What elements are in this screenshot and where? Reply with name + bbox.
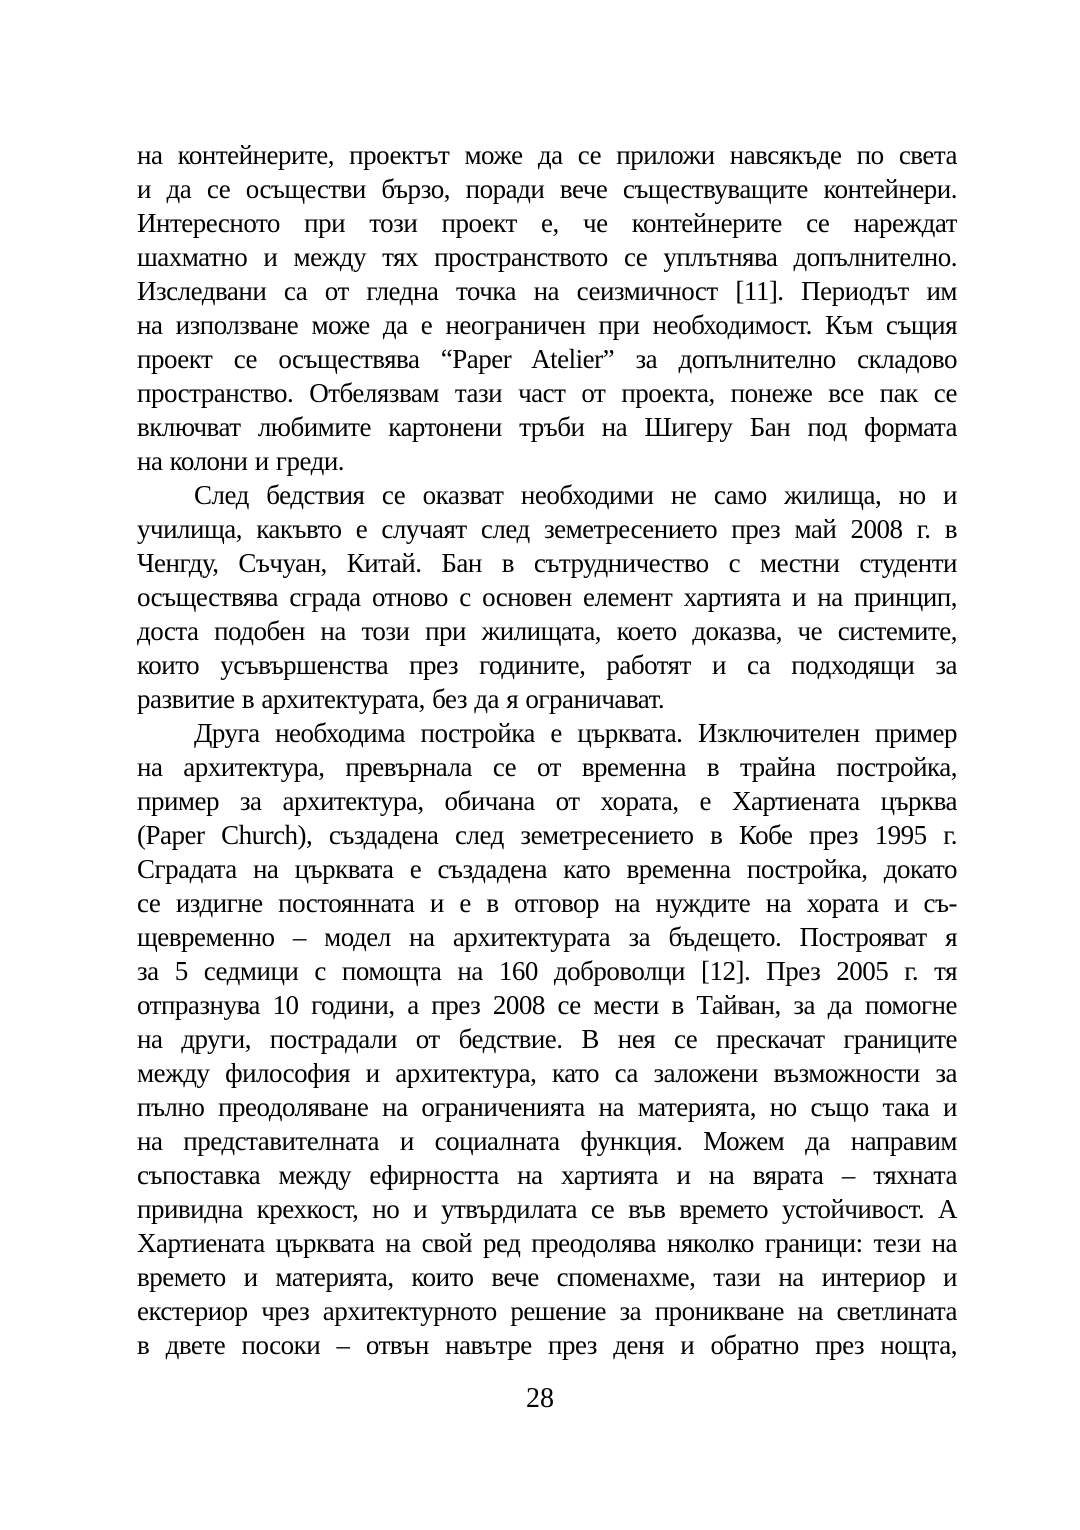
text-line: шахматно и между тях пространството се уплътнява допълнително. [137,242,957,272]
text-line: училища, какъвто е случаят след земетресението през май 2008 г. в [137,514,957,544]
text-line: пример за архитектура, обичана от хората, е Хартиената църква [137,786,957,816]
text-line: (Paper Church), създадена след земетресението в Кобе през 1995 г. [137,820,957,850]
text-line: Сградата на църквата е създадена като временна постройка, докато [137,854,957,884]
text-block [137,138,957,1362]
text-line: Друга необходима постройка е църквата. Изключителен пример [194,718,957,748]
text-line: екстериор чрез архитектурното решение за проникване на светлината [137,1296,957,1326]
text-line: на други, пострадали от бедствие. В нея се прескачат границите [137,1024,957,1054]
text-line: След бедствия се оказват необходими не само жилища, но и [194,480,957,510]
paragraph [137,138,957,478]
paragraph [137,716,957,1362]
page-number: 28 [526,1383,554,1414]
text-line: проект се осъществява “Paper Atelier” за допълнително складово [137,344,957,374]
text-line: Интересното при този проект е, че контейнерите се нареждат [137,208,957,238]
text-line: развитие в архитектурата, без да я ограничават. [137,684,665,714]
text-line: осъществява сграда отново с основен елемент хартията и на принцип, [137,582,957,612]
text-line: за 5 седмици с помощта на 160 доброволци [12]. През 2005 г. тя [137,956,957,986]
text-line: на колони и греди. [137,446,345,476]
text-line: привидна крехкост, но и утвърдилата се във времето устойчивост. А [137,1194,957,1224]
text-line: доста подобен на този при жилищата, което доказва, че системите, [137,616,957,646]
text-line: щевременно – модел на архитектурата за бъдещето. Построяват я [137,922,957,952]
text-line: съпоставка между ефирността на хартията и на вярата – тяхната [137,1160,957,1190]
text-line: на използване може да е неограничен при необходимост. Към същия [137,310,957,340]
text-line: Изследвани са от гледна точка на сеизмичност [11]. Периодът им [137,276,957,306]
text-line: пълно преодоляване на ограниченията на материята, но също така и [137,1092,957,1122]
text-line: на представителната и социалната функция. Можем да направим [137,1126,957,1156]
text-line: времето и материята, които вече споменахме, тази на интериор и [137,1262,957,1292]
text-line: се издигне постоянната и е в отговор на нуждите на хората и съ- [137,888,957,918]
paragraph [137,478,957,716]
text-line: между философия и архитектура, като са заложени възможности за [137,1058,957,1088]
text-line: на контейнерите, проектът може да се приложи навсякъде по света [137,140,957,170]
text-line: в двете посоки – отвън навътре през деня и обратно през нощта, [137,1330,957,1360]
text-line: Ченгду, Съчуан, Китай. Бан в сътрудничество с местни студенти [137,548,957,578]
text-line: които усъвършенства през годините, работят и са подходящи за [137,650,957,680]
text-line: и да се осъществи бързо, поради вече съществуващите контейнери. [137,174,957,204]
text-line: включват любимите картонени тръби на Шигеру Бан под формата [137,412,957,442]
text-line: пространство. Отбелязвам тази част от проекта, понеже все пак се [137,378,957,408]
text-line: отпразнува 10 години, а през 2008 се мести в Тайван, за да помогне [137,990,957,1020]
text-line: Хартиената църквата на свой ред преодолява няколко граници: тези на [137,1228,957,1258]
text-line: на архитектура, превърнала се от временна в трайна постройка, [137,752,957,782]
